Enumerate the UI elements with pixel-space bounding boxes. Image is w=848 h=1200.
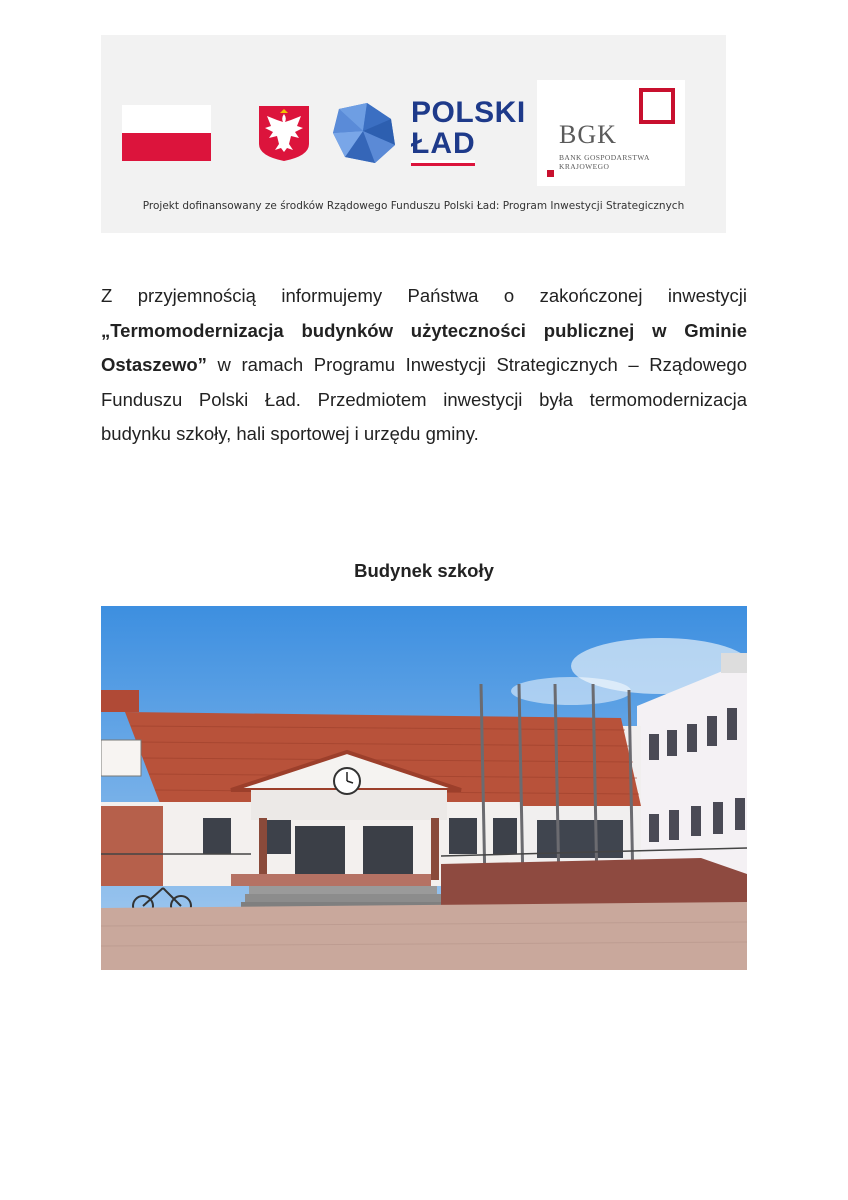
- funding-banner: [101, 35, 726, 233]
- polish-flag: [122, 105, 211, 161]
- section-title: Budynek szkoły: [354, 560, 494, 581]
- bgk-abbrev: BGK: [559, 120, 617, 149]
- intro-paragraph: [101, 279, 747, 452]
- bgk-dot-icon: [547, 170, 554, 177]
- intro-rest: w ramach Programu Inwestycji Strategicznych – Rządowego Funduszu Polski Ład. Przedmiotem inwestycji była termomodernizacja budynku szkoły, hali sportowej i urzędu gminy.: [101, 354, 747, 444]
- polski-lad-logo-text: [411, 97, 527, 166]
- investment-title: „Termomodernizacja budynków użyteczności publicznej w Gminie Ostaszewo”: [101, 319, 747, 375]
- polski-lad-line2: ŁAD: [411, 127, 476, 160]
- polski-lad-line1: POLSKI: [411, 96, 526, 129]
- polish-eagle-emblem-icon: [257, 104, 311, 162]
- intro-lead: Z przyjemnością informujemy Państwa o zakończonej inwestycji: [101, 285, 747, 306]
- bgk-logo: [537, 80, 685, 186]
- school-building-photo: [101, 606, 747, 970]
- polski-lad-mark-icon: [329, 101, 399, 167]
- funding-caption: Projekt dofinansowany ze środków Rządowego Funduszu Polski Ład: Program Inwestycji Strategicznych: [142, 200, 685, 212]
- bgk-square-icon: [639, 88, 675, 124]
- bgk-fullname: BANK GOSPODARSTWA KRAJOWEGO: [559, 153, 650, 171]
